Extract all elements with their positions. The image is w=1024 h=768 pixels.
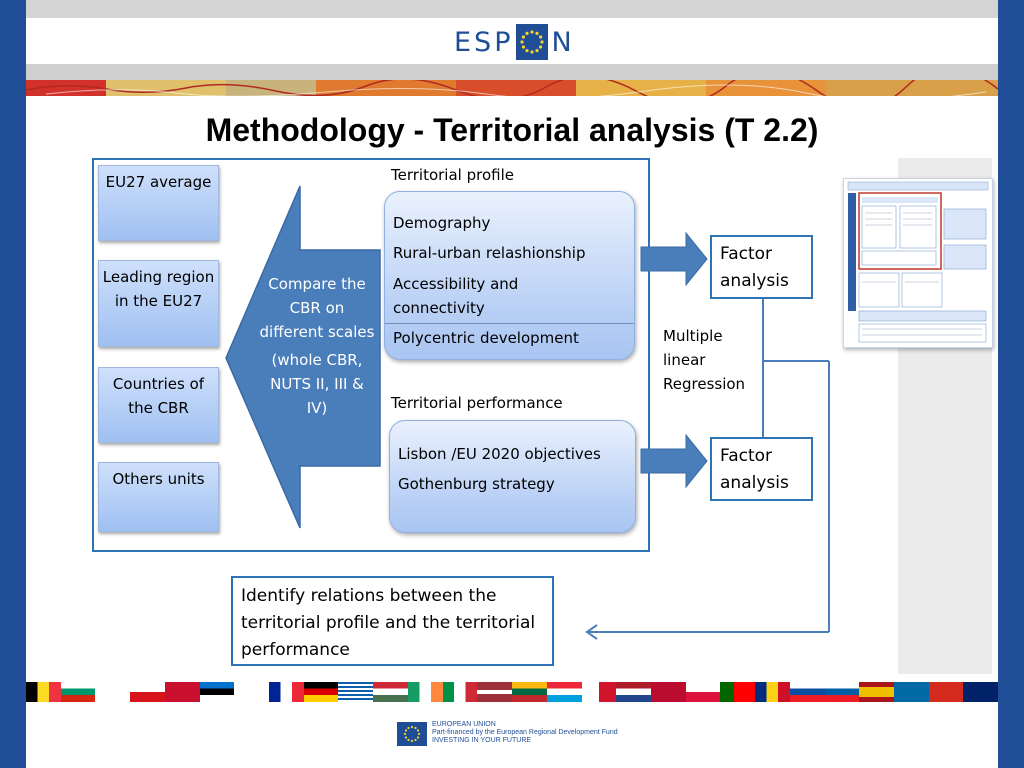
flag-sweden [894,682,929,702]
flag-slovenia [825,682,860,702]
flag-norway [651,682,686,702]
flag-greece [338,682,373,702]
flag-luxembourg [547,682,582,702]
flag-cyprus [95,682,130,702]
profile-item-accessibility: Accessibility and connectivity [393,275,519,317]
header-gray-band [26,64,998,80]
eu-flag-icon [397,722,427,746]
flag-lithuania [512,682,547,702]
flag-portugal [720,682,755,702]
flag-poland [686,682,721,702]
flag-slovakia [790,682,825,702]
logo-text-right: N [551,26,575,58]
flag-romania [755,682,790,702]
leading-region-box [98,260,219,347]
compare-arrow-text [258,272,376,420]
compare-arrow-line2: (whole CBR, NUTS II, III & IV) [270,351,364,417]
flag-netherlands [616,682,651,702]
profile-item-rural-urban: Rural-urban relashionship [393,244,586,262]
flag-germany [304,682,339,702]
eu-funding-line3: INVESTING IN YOUR FUTURE [432,737,532,744]
eu-flags-strip [26,682,998,702]
eu-stars-logo-icon [516,24,548,60]
logo-text-left: ESP [454,26,514,58]
multiple-linear-regression-label: Multiple linear Regression [663,327,746,393]
performance-item-lisbon: Lisbon /EU 2020 objectives [398,445,601,463]
right-arrow-icon [640,232,708,286]
countries-of-cbr-label: Countries of the CBR [112,375,205,417]
performance-item-gothenburg: Gothenburg strategy [398,475,555,493]
flag-ireland [408,682,443,702]
flag-malta [582,682,617,702]
flag-estonia [200,682,235,702]
factor-analysis-box-bottom: Factor analysis [710,437,813,501]
flag-bulgaria [61,682,96,702]
territorial-performance-heading: Territorial performance [391,394,563,412]
flag-denmark [165,682,200,702]
others-units-label: Others units [112,470,205,488]
compare-arrow-line1: Compare the CBR on different scales [259,275,375,341]
flag-spain [859,682,894,702]
flag-italy [443,682,478,702]
flag-switzerland [929,682,964,702]
factor-analysis-box-top: Factor analysis [710,235,813,299]
methodology-thumbnail-image [843,178,993,348]
profile-item-polycentric: Polycentric development [393,329,579,347]
flag-united-kingdom [963,682,998,702]
eu27-average-box [98,165,219,241]
flag-finland [234,682,269,702]
territorial-profile-heading: Territorial profile [391,166,514,184]
flag-czechia [130,682,165,702]
eu-funding-line2: Part-financed by the European Regional Development Fund [432,729,618,736]
flag-belgium [26,682,61,702]
flag-france [269,682,304,702]
identify-relations-box: Identify relations between the territorial profile and the territorial performance [231,576,554,666]
map-strip [26,80,998,96]
flag-hungary [373,682,408,702]
page-title: Methodology - Territorial analysis (T 2.2) [205,112,819,148]
espon-logo [454,24,575,60]
eu-funding-line1: EUROPEAN UNION [432,721,496,728]
others-units-box [98,462,219,532]
eu27-average-label: EU27 average [105,173,212,191]
leading-region-label: Leading region in the EU27 [102,268,215,310]
profile-item-demography: Demography [393,214,491,232]
countries-of-cbr-box [98,367,219,443]
top-gray-band [26,0,998,18]
flag-latvia [477,682,512,702]
eu-funding-text [432,721,618,745]
